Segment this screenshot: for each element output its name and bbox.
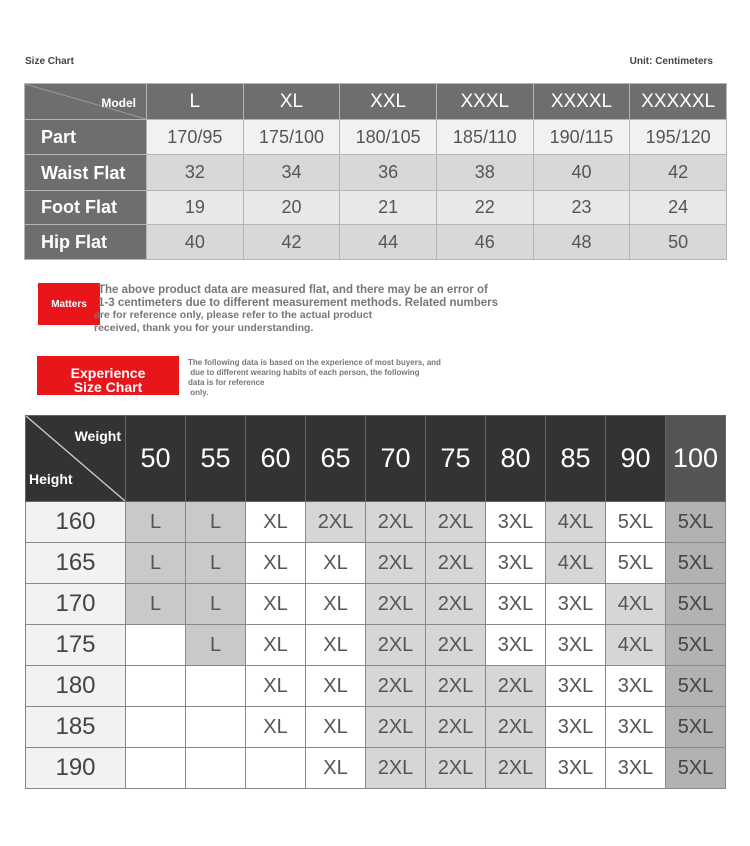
- row-label-foot: Foot Flat: [25, 191, 147, 225]
- size-row-hip: [25, 225, 727, 260]
- row-label-waist: Waist Flat: [25, 155, 147, 191]
- experience-table: [25, 415, 726, 789]
- height-label: Height: [29, 471, 73, 487]
- recommended-size-cell: 5XL: [666, 502, 726, 543]
- recommended-size-cell: 2XL: [426, 543, 486, 584]
- note-line: received, thank you for your understanding.: [94, 321, 314, 334]
- recommended-size-cell: 2XL: [366, 625, 426, 666]
- experience-note: [188, 358, 498, 398]
- size-header-cell: XXXXXL: [630, 84, 727, 120]
- weight-label: Weight: [74, 428, 121, 444]
- recommended-size-cell: 2XL: [486, 666, 546, 707]
- size-cell: 19: [147, 191, 244, 225]
- recommended-size-cell: XL: [306, 543, 366, 584]
- height-cell: 170: [26, 584, 126, 625]
- recommended-size-cell: XL: [306, 748, 366, 789]
- recommended-size-cell: 3XL: [546, 748, 606, 789]
- size-header-row: [25, 84, 727, 120]
- recommended-size-cell: [126, 748, 186, 789]
- height-cell: 190: [26, 748, 126, 789]
- size-header-cell: XL: [243, 84, 340, 120]
- recommended-size-cell: 5XL: [666, 666, 726, 707]
- recommended-size-cell: 2XL: [366, 707, 426, 748]
- size-cell: 195/120: [630, 120, 727, 155]
- size-cell: 38: [436, 155, 533, 191]
- size-row-part: [25, 120, 727, 155]
- size-cell: 180/105: [340, 120, 437, 155]
- height-row: [26, 584, 726, 625]
- height-cell: 180: [26, 666, 126, 707]
- recommended-size-cell: 5XL: [666, 748, 726, 789]
- recommended-size-cell: 3XL: [486, 584, 546, 625]
- row-label-part: Part: [25, 120, 147, 155]
- recommended-size-cell: 4XL: [606, 625, 666, 666]
- model-label: Model: [101, 96, 136, 110]
- height-row: [26, 625, 726, 666]
- matters-badge: Matters: [38, 283, 100, 325]
- recommended-size-cell: 5XL: [666, 543, 726, 584]
- recommended-size-cell: L: [126, 584, 186, 625]
- size-cell: 40: [533, 155, 630, 191]
- height-cell: 165: [26, 543, 126, 584]
- recommended-size-cell: XL: [246, 543, 306, 584]
- size-header-cell: L: [147, 84, 244, 120]
- size-cell: 23: [533, 191, 630, 225]
- size-chart-title: Size Chart: [25, 56, 74, 67]
- weight-header-cell: 75: [426, 416, 486, 502]
- size-cell: 50: [630, 225, 727, 260]
- size-cell: 22: [436, 191, 533, 225]
- recommended-size-cell: 2XL: [426, 625, 486, 666]
- weight-header-cell: 90: [606, 416, 666, 502]
- recommended-size-cell: XL: [306, 625, 366, 666]
- recommended-size-cell: 2XL: [426, 707, 486, 748]
- recommended-size-cell: 2XL: [426, 502, 486, 543]
- recommended-size-cell: L: [186, 502, 246, 543]
- recommended-size-cell: 3XL: [546, 584, 606, 625]
- recommended-size-cell: XL: [246, 666, 306, 707]
- height-row: [26, 666, 726, 707]
- recommended-size-cell: L: [126, 543, 186, 584]
- recommended-size-cell: XL: [306, 666, 366, 707]
- size-cell: 190/115: [533, 120, 630, 155]
- recommended-size-cell: 3XL: [606, 748, 666, 789]
- recommended-size-cell: [126, 666, 186, 707]
- weight-header-cell: 70: [366, 416, 426, 502]
- size-cell: 46: [436, 225, 533, 260]
- recommended-size-cell: [186, 748, 246, 789]
- weight-header-cell: 55: [186, 416, 246, 502]
- size-table: [24, 83, 727, 260]
- recommended-size-cell: 5XL: [606, 502, 666, 543]
- note-line: The above product data are measured flat, and there may be an error of: [98, 284, 488, 296]
- recommended-size-cell: L: [126, 502, 186, 543]
- model-corner-cell: [25, 84, 147, 120]
- recommended-size-cell: 3XL: [486, 502, 546, 543]
- note-line: data is for reference: [188, 378, 265, 387]
- recommended-size-cell: 3XL: [546, 666, 606, 707]
- size-cell: 34: [243, 155, 340, 191]
- recommended-size-cell: 3XL: [486, 625, 546, 666]
- recommended-size-cell: 5XL: [666, 584, 726, 625]
- note-line: 1-3 centimeters due to different measurement methods. Related numbers: [98, 296, 499, 309]
- size-cell: 175/100: [243, 120, 340, 155]
- weight-header-cell: 80: [486, 416, 546, 502]
- height-row: [26, 707, 726, 748]
- weight-height-corner: [26, 416, 126, 502]
- height-row: [26, 748, 726, 789]
- size-header-cell: XXL: [340, 84, 437, 120]
- recommended-size-cell: L: [186, 543, 246, 584]
- measurement-note: [94, 284, 598, 334]
- unit-label: Unit: Centimeters: [629, 56, 713, 67]
- row-label-hip: Hip Flat: [25, 225, 147, 260]
- recommended-size-cell: 4XL: [546, 543, 606, 584]
- height-cell: 175: [26, 625, 126, 666]
- size-cell: 185/110: [436, 120, 533, 155]
- note-line: only.: [188, 388, 209, 397]
- height-cell: 185: [26, 707, 126, 748]
- recommended-size-cell: [246, 748, 306, 789]
- recommended-size-cell: L: [186, 625, 246, 666]
- recommended-size-cell: 4XL: [606, 584, 666, 625]
- size-cell: 36: [340, 155, 437, 191]
- recommended-size-cell: 2XL: [366, 584, 426, 625]
- note-line: due to different wearing habits of each person, the following: [188, 368, 420, 377]
- recommended-size-cell: 2XL: [366, 502, 426, 543]
- recommended-size-cell: [126, 707, 186, 748]
- weight-header-cell: 100: [666, 416, 726, 502]
- recommended-size-cell: 2XL: [426, 748, 486, 789]
- recommended-size-cell: 4XL: [546, 502, 606, 543]
- size-cell: 20: [243, 191, 340, 225]
- size-cell: 21: [340, 191, 437, 225]
- size-cell: 42: [630, 155, 727, 191]
- experience-label: Experience: [70, 365, 146, 381]
- size-chart-label: Size Chart: [73, 379, 143, 395]
- recommended-size-cell: 2XL: [366, 543, 426, 584]
- recommended-size-cell: XL: [246, 584, 306, 625]
- recommended-size-cell: [126, 625, 186, 666]
- recommended-size-cell: 3XL: [606, 707, 666, 748]
- size-cell: 24: [630, 191, 727, 225]
- size-header-cell: XXXL: [436, 84, 533, 120]
- recommended-size-cell: XL: [246, 707, 306, 748]
- weight-header-cell: 65: [306, 416, 366, 502]
- recommended-size-cell: XL: [246, 502, 306, 543]
- recommended-size-cell: XL: [306, 707, 366, 748]
- note-line: The following data is based on the experience of most buyers, and: [188, 358, 441, 367]
- weight-header-cell: 50: [126, 416, 186, 502]
- recommended-size-cell: 3XL: [606, 666, 666, 707]
- recommended-size-cell: 5XL: [666, 625, 726, 666]
- recommended-size-cell: [186, 707, 246, 748]
- size-header-cell: XXXXL: [533, 84, 630, 120]
- recommended-size-cell: 2XL: [366, 748, 426, 789]
- weight-header-cell: 85: [546, 416, 606, 502]
- height-cell: 160: [26, 502, 126, 543]
- height-row: [26, 543, 726, 584]
- recommended-size-cell: L: [186, 584, 246, 625]
- recommended-size-cell: 3XL: [546, 625, 606, 666]
- size-cell: 32: [147, 155, 244, 191]
- height-row: [26, 502, 726, 543]
- recommended-size-cell: 2XL: [486, 748, 546, 789]
- size-row-waist: [25, 155, 727, 191]
- recommended-size-cell: 2XL: [306, 502, 366, 543]
- recommended-size-cell: 3XL: [546, 707, 606, 748]
- size-cell: 42: [243, 225, 340, 260]
- recommended-size-cell: 2XL: [426, 666, 486, 707]
- note-line: are for reference only, please refer to the actual product: [94, 309, 373, 321]
- size-cell: 48: [533, 225, 630, 260]
- recommended-size-cell: 2XL: [426, 584, 486, 625]
- size-row-foot: [25, 191, 727, 225]
- weight-header-cell: 60: [246, 416, 306, 502]
- recommended-size-cell: 2XL: [366, 666, 426, 707]
- recommended-size-cell: 5XL: [606, 543, 666, 584]
- recommended-size-cell: 5XL: [666, 707, 726, 748]
- size-cell: 40: [147, 225, 244, 260]
- experience-size-chart-badge: [37, 356, 179, 395]
- recommended-size-cell: 2XL: [486, 707, 546, 748]
- weight-header-row: [26, 416, 726, 502]
- size-cell: 44: [340, 225, 437, 260]
- recommended-size-cell: XL: [246, 625, 306, 666]
- size-cell: 170/95: [147, 120, 244, 155]
- recommended-size-cell: [186, 666, 246, 707]
- recommended-size-cell: 3XL: [486, 543, 546, 584]
- recommended-size-cell: XL: [306, 584, 366, 625]
